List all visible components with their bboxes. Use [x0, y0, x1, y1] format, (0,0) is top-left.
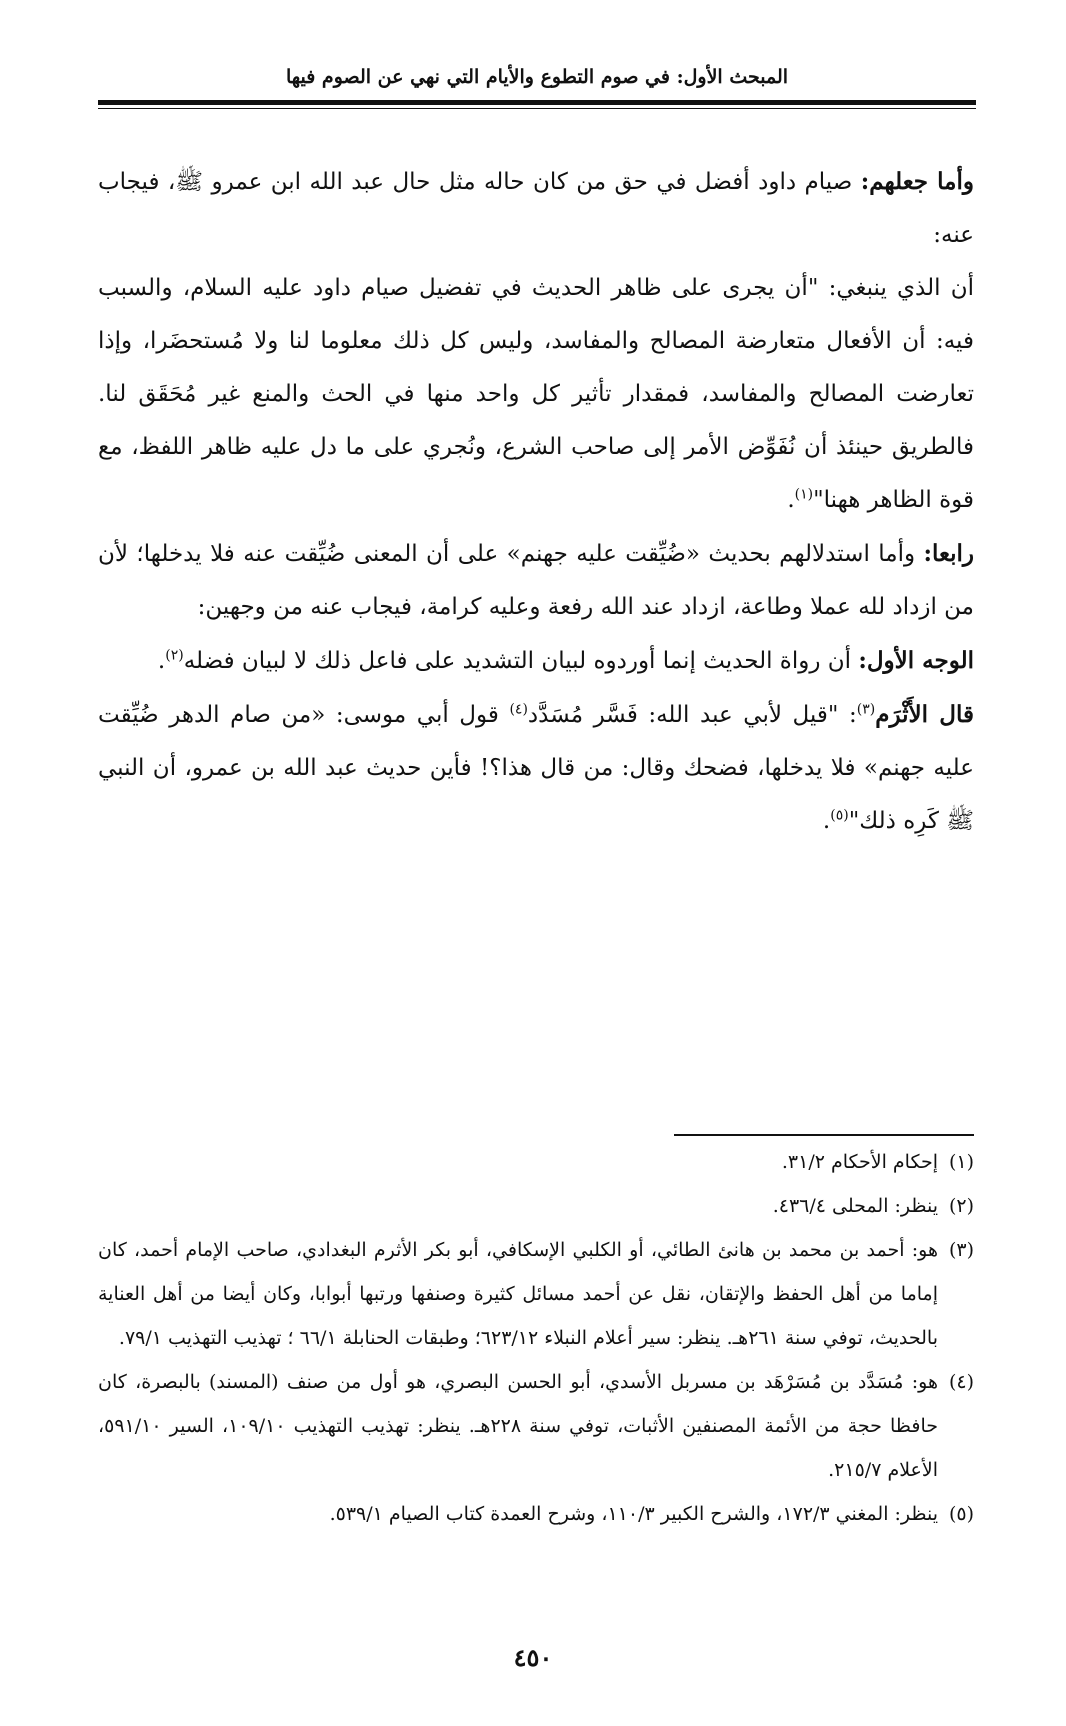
- paragraph-4-lead: الوجه الأول:: [858, 647, 974, 674]
- paragraph-4-end: .: [157, 648, 166, 674]
- paragraph-4: [98, 634, 974, 688]
- paragraph-2-end: .: [787, 487, 795, 513]
- footnote-text: ينظر: المغني ١٧٢/٣، والشرح الكبير ١١٠/٣، وشرح العمدة كتاب الصيام ٥٣٩/١.: [329, 1503, 938, 1525]
- footnote-text: إحكام الأحكام ٣١/٢.: [781, 1151, 938, 1173]
- paragraph-5-lead: قال الأَثْرَم: [875, 701, 975, 728]
- footnote-number: (٣): [948, 1239, 974, 1261]
- footnote-separator: [674, 1134, 974, 1136]
- footnote-1: [98, 1140, 974, 1184]
- paragraph-5-text-2: قول أبي موسى: «من صام الدهر ضُيِّقت عليه جهنم» فلا يدخلها، فضحك وقال: من قال هذا؟! فأين حديث عبد الله بن عمرو، أن النبي ﷺ كَرِه ذلك": [98, 702, 974, 834]
- footnote-3: [98, 1228, 974, 1360]
- paragraph-4-text: أن رواة الحديث إنما أوردوه لبيان التشديد على فاعل ذلك لا لبيان فضله: [183, 648, 859, 674]
- paragraph-5-text-1: : "قيل لأبي عبد الله: فَسَّر مُسَدَّد: [527, 702, 857, 728]
- footnote-5: [98, 1492, 974, 1536]
- footnote-4: [98, 1360, 974, 1492]
- footnotes: [98, 1140, 974, 1536]
- footnote-number: (٢): [948, 1195, 974, 1217]
- paragraph-5-end: .: [822, 808, 831, 834]
- footnote-number: (١): [948, 1151, 974, 1173]
- footnote-ref-2[interactable]: (٢): [165, 647, 184, 664]
- footnote-text: ينظر: المحلى ٤٣٦/٤.: [772, 1195, 938, 1217]
- footnote-ref-3[interactable]: (٣): [856, 701, 876, 718]
- paragraph-3-lead: رابعا:: [923, 540, 975, 567]
- page-number: ٤٥٠: [513, 1643, 553, 1672]
- paragraph-3-text: وأما استدلالهم بحديث «ضُيِّقت عليه جهنم» على أن المعنى ضُيِّقت عنه فلا يدخلها؛ لأن من ازداد لله عملا وطاعة، ازداد عند الله رفعة وعليه كرامة، فيجاب عنه من وجهين:: [98, 541, 974, 620]
- footnote-ref-5[interactable]: (٥): [830, 807, 849, 824]
- paragraph-1: [98, 155, 974, 262]
- paragraph-5: [98, 688, 974, 848]
- running-header: المبحث الأول: في صوم التطوع والأيام التي نهي عن الصوم فيها: [285, 66, 789, 88]
- main-text: [98, 155, 974, 848]
- paragraph-2: [98, 262, 974, 527]
- footnote-2: [98, 1184, 974, 1228]
- footnote-number: (٥): [948, 1503, 974, 1525]
- footnote-text: هو: مُسَدَّد بن مُسَرْهَد بن مسربل الأسدي، أبو الحسن البصري، هو أول من صنف (المسند) بالبصرة، كان حافظا حجة من الأئمة المصنفين الأثبات، توفي سنة ٢٢٨هـ. ينظر: تهذيب التهذيب ١٠٩/١٠، السير ٥٩١/١٠، الأعلام ٢١٥/٧.: [98, 1371, 938, 1481]
- footnote-ref-4[interactable]: (٤): [509, 701, 528, 718]
- paragraph-3: [98, 527, 974, 634]
- paragraph-1-lead: وأما جعلهم:: [860, 168, 974, 195]
- paragraph-1-text: صيام داود أفضل في حق من كان حاله مثل حال عبد الله ابن عمرو ﷺ، فيجاب عنه:: [98, 169, 974, 248]
- footnote-ref-1[interactable]: (١): [794, 486, 814, 503]
- paragraph-2-text: أن الذي ينبغي: "أن يجرى على ظاهر الحديث في تفضيل صيام داود عليه السلام، والسبب فيه: أن الأفعال متعارضة المصالح والمفاسد، وليس كل ذلك معلوما لنا ولا مُستحضَرا، وإذا تعارضت المصالح والمفاسد، فمقدار تأثير كل واحد منها في الحث والمنع غير مُحَقَق لنا. فالطريق حينئذ أن نُفَوِّض الأمر إلى صاحب الشرع، ونُجري على ما دل عليه ظاهر اللفظ، مع قوة الظاهر ههنا": [98, 275, 974, 513]
- footnote-text: هو: أحمد بن محمد بن هانئ الطائي، أو الكلبي الإسكافي، أبو بكر الأثرم البغدادي، صاحب الإمام أحمد، كان إماما من أهل الحفظ والإتقان، نقل عن أحمد مسائل كثيرة وصنفها ورتبها أبوابا، وكان أيضا من أهل العناية بالحديث، توفي سنة ٢٦١هـ. ينظر: سير أعلام النبلاء ٦٢٣/١٢؛ وطبقات الحنابلة ٦٦/١ ؛ تهذيب التهذيب ٧٩/١.: [98, 1239, 938, 1349]
- footnote-number: (٤): [948, 1371, 974, 1393]
- header-rule: [98, 100, 976, 109]
